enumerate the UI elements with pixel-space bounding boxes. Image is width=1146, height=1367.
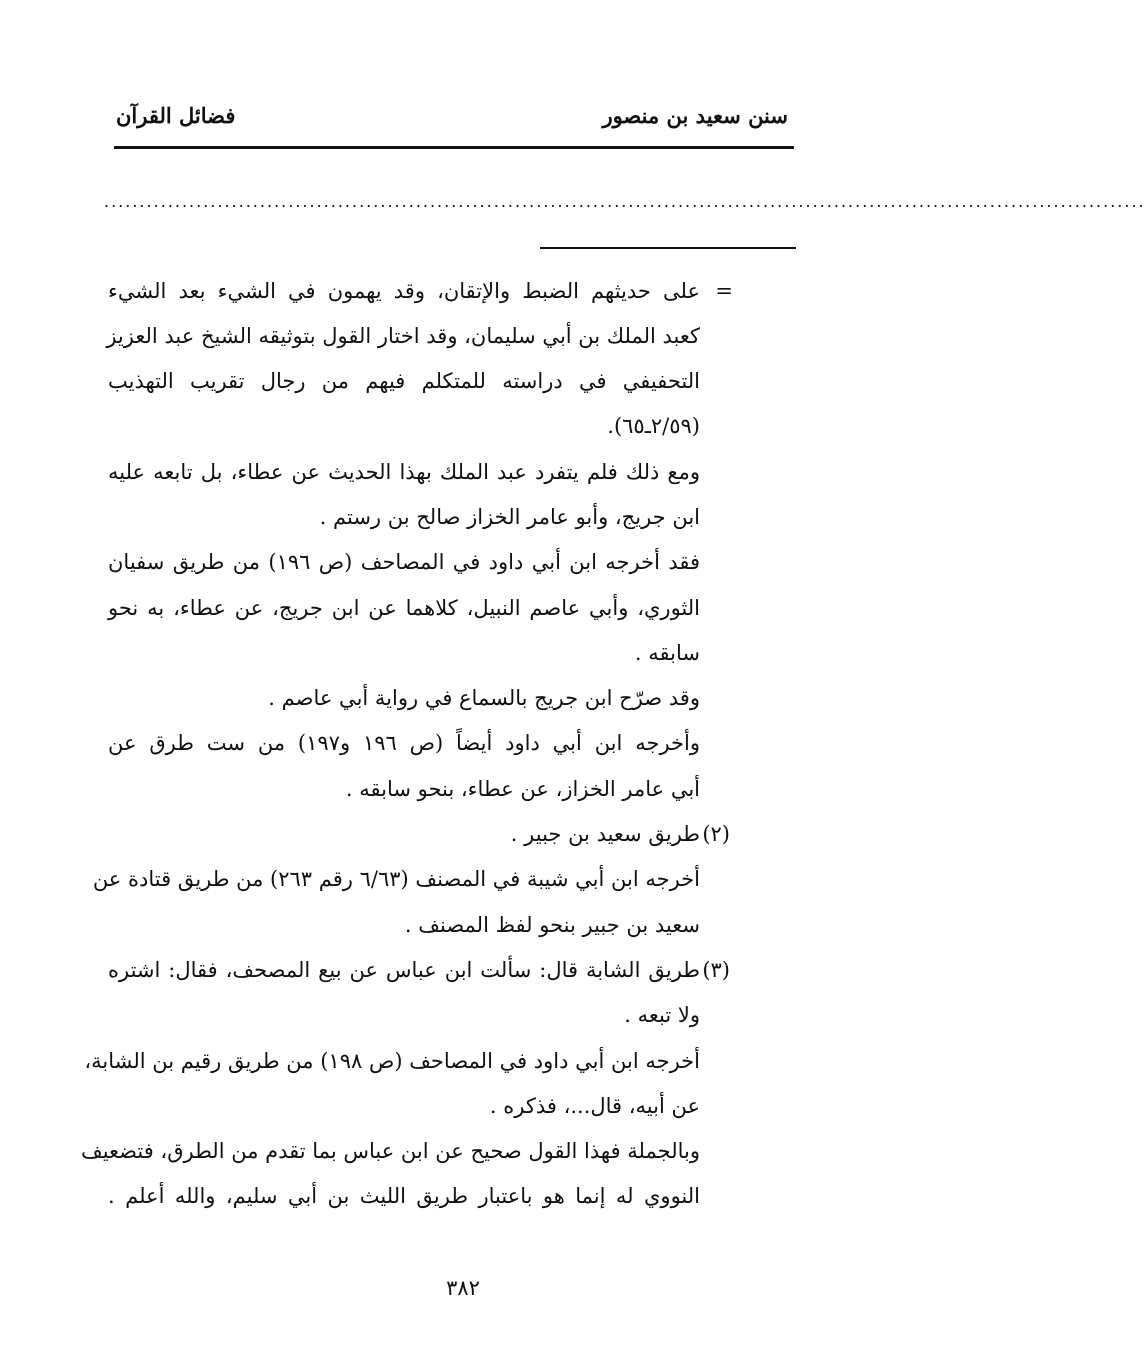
chapter-title: فضائل القرآن	[116, 103, 236, 128]
book-title: سنن سعيد بن منصور	[602, 103, 788, 128]
text-line: التحفيفي في دراسته للمتكلم فيهم من رجال تقريب التهذيب	[108, 369, 700, 393]
dotted-separator: ...................................................................................................................................................	[104, 192, 1146, 211]
text-line: على حديثهم الضبط والإتقان، وقد يهمون في الشيء بعد الشيء	[108, 279, 700, 303]
header-rule	[114, 146, 794, 149]
item-number-2: (٢)	[702, 822, 730, 846]
text-line: ولا تبعه .	[624, 1003, 700, 1027]
text-line: كعبد الملك بن أبي سليمان، وقد اختار القول بتوثيقه الشيخ عبد العزيز	[106, 324, 700, 348]
text-line: سابقه .	[634, 641, 700, 665]
text-line: طريق سعيد بن جبير .	[510, 822, 700, 846]
text-line: سعيد بن جبير بنحو لفظ المصنف .	[404, 913, 700, 937]
text-line: (٢/٥٩ـ٦٥).	[607, 414, 700, 438]
text-line: ومع ذلك فلم يتفرد عبد الملك بهذا الحديث عن عطاء، بل تابعه عليه	[108, 460, 700, 484]
text-line: وبالجملة فهذا القول صحيح عن ابن عباس بما تقدم من الطرق، فتضعيف	[80, 1139, 700, 1163]
text-line: ابن جريج، وأبو عامر الخزاز صالح بن رستم .	[319, 505, 700, 529]
text-line: وقد صرّح ابن جريج بالسماع في رواية أبي عاصم .	[268, 686, 700, 710]
text-line: أخرجه ابن أبي داود في المصاحف (ص ١٩٨) من طريق رقيم بن الشابة،	[84, 1049, 700, 1073]
text-line: النووي له إنما هو باعتبار طريق الليث بن أبي سليم، والله أعلم .	[108, 1184, 700, 1208]
text-line: طريق الشابة قال: سألت ابن عباس عن بيع المصحف، فقال: اشتره	[108, 958, 700, 982]
text-line: عن أبيه، قال...، فذكره .	[489, 1094, 700, 1118]
footnote-rule	[540, 247, 796, 249]
text-line: فقد أخرجه ابن أبي داود في المصاحف (ص ١٩٦) من طريق سفيان	[108, 550, 700, 574]
page-number: ٣٨٢	[446, 1276, 480, 1300]
item-number-3: (٣)	[702, 958, 730, 982]
text-line: الثوري، وأبي عاصم النبيل، كلاهما عن ابن جريج، عن عطاء، به نحو	[108, 596, 700, 620]
text-line: أبي عامر الخزاز، عن عطاء، بنحو سابقه .	[345, 777, 700, 801]
text-line: أخرجه ابن أبي شيبة في المصنف (٦/٦٣ رقم ٢٦٣) من طريق قتادة عن	[92, 867, 700, 891]
text-line: وأخرجه ابن أبي داود أيضاً (ص ١٩٦ و١٩٧) من ست طرق عن	[108, 731, 700, 755]
continuation-marker: =	[715, 279, 733, 303]
